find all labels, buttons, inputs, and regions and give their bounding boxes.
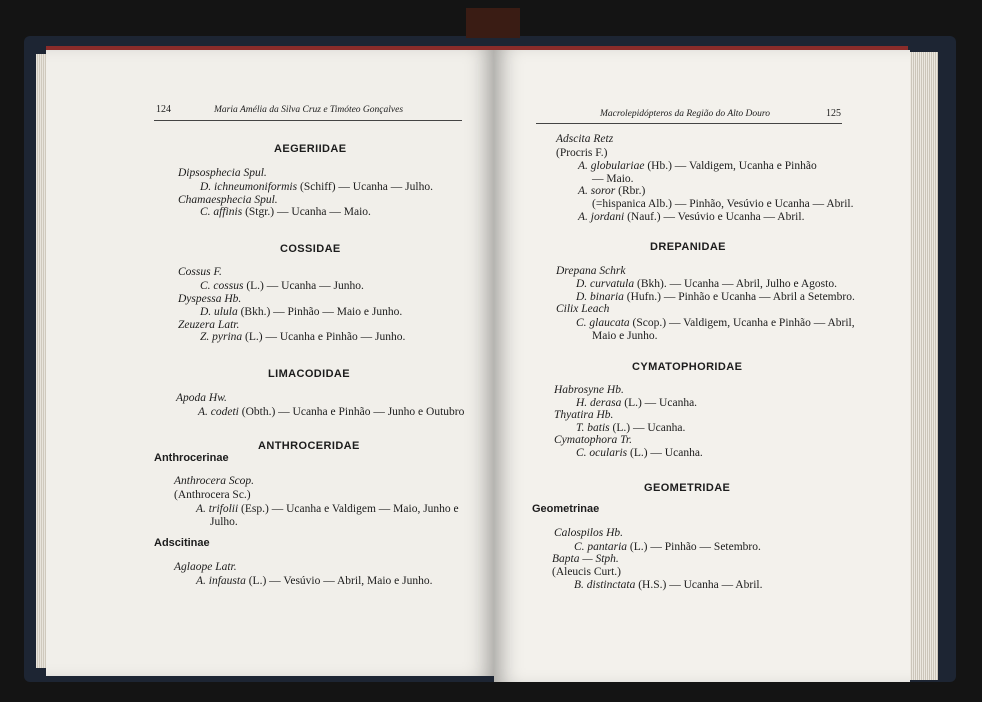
species-line: C. pantaria (L.) — Pinhão — Setembro. [574, 541, 761, 553]
family-heading-anthroceridae: ANTHROCERIDAE [258, 440, 360, 452]
book-spine [466, 8, 520, 38]
subfamily-heading: Adscitinae [154, 537, 210, 549]
synonym-line: (Procris F.) [556, 147, 608, 159]
genus-line: Drepana Schrk [556, 265, 626, 277]
species-line: H. derasa (L.) — Ucanha. [576, 397, 698, 409]
species-line: A. globulariae (Hb.) — Valdigem, Ucanha e Pinhão [578, 160, 817, 172]
family-heading-limacodidae: LIMACODIDAE [268, 368, 351, 380]
species-line: D. binaria (Hufn.) — Pinhão e Ucanha — Abril a Setembro. [576, 291, 855, 303]
synonym-line: (Anthrocera Sc.) [174, 489, 251, 501]
genus-line: Bapta — Stph. [552, 553, 619, 565]
species-line: B. distinctata (H.S.) — Ucanha — Abril. [574, 579, 763, 591]
synonym-line: (=hispanica Alb.) — Pinhão, Vesúvio e Ucanha — Abril. [592, 198, 854, 210]
species-line: C. glaucata (Scop.) — Valdigem, Ucanha e Pinhão — Abril, [576, 317, 855, 329]
species-line: A. jordani (Nauf.) — Vesúvio e Ucanha — Abril. [578, 211, 805, 223]
species-line: A. soror (Rbr.) [578, 185, 646, 197]
species-line: Z. pyrina (L.) — Ucanha e Pinhão — Junho. [200, 331, 406, 343]
species-line: A. infausta (L.) — Vesúvio — Abril, Maio e Junho. [196, 575, 433, 587]
family-heading-aegeriidae: AEGERIIDAE [274, 143, 347, 155]
species-line: C. cossus (L.) — Ucanha — Junho. [200, 280, 364, 292]
family-heading-geometridae: GEOMETRIDAE [644, 482, 731, 494]
right-page-edges [908, 52, 938, 680]
continuation-line: Maio e Junho. [592, 330, 658, 342]
species-line: D. curvatula (Bkh). — Ucanha — Abril, Julho e Agosto. [576, 278, 837, 290]
subfamily-heading: Anthrocerinae [154, 452, 229, 464]
running-head: Maria Amélia da Silva Cruz e Timóteo Gonçalves [214, 105, 404, 115]
genus-line: Dyspessa Hb. [178, 293, 242, 305]
running-head: Macrolepidópteros da Região do Alto Douro [600, 109, 771, 119]
genus-line: Anthrocera Scop. [174, 475, 255, 487]
genus-line: Thyatira Hb. [554, 409, 614, 421]
family-heading-cossidae: COSSIDAE [280, 243, 341, 255]
right-page [494, 50, 910, 682]
page-number: 124 [156, 104, 171, 115]
page-number: 125 [826, 108, 841, 119]
genus-line: Adscita Retz [556, 133, 614, 145]
header-rule [536, 123, 842, 124]
family-heading-drepanidae: DREPANIDAE [650, 241, 726, 253]
genus-line: Cilix Leach [556, 303, 610, 315]
species-line: A. trifolii (Esp.) — Ucanha e Valdigem — Maio, Junho e [196, 503, 459, 515]
family-heading-cymatophoridae: CYMATOPHORIDAE [632, 361, 743, 373]
genus-line: Dipsosphecia Spul. [178, 167, 267, 179]
species-line: T. batis (L.) — Ucanha. [576, 422, 686, 434]
species-line: A. codeti (Obth.) — Ucanha e Pinhão — Junho e Outubro [198, 406, 465, 418]
species-line: D. ichneumoniformis (Schiff) — Ucanha — Julho. [200, 181, 433, 193]
continuation-line: — Maio. [592, 173, 634, 185]
genus-line: Habrosyne Hb. [554, 384, 624, 396]
genus-line: Cossus F. [178, 266, 222, 278]
header-rule [154, 120, 462, 121]
synonym-line: (Aleucis Curt.) [552, 566, 621, 578]
left-page [46, 50, 494, 676]
genus-line: Zeuzera Latr. [178, 319, 240, 331]
species-line: C. affinis (Stgr.) — Ucanha — Maio. [200, 206, 371, 218]
genus-line: Aglaope Latr. [174, 561, 237, 573]
subfamily-heading: Geometrinae [532, 503, 600, 515]
genus-line: Chamaesphecia Spul. [178, 194, 278, 206]
genus-line: Apoda Hw. [176, 392, 227, 404]
species-line: D. ulula (Bkh.) — Pinhão — Maio e Junho. [200, 306, 403, 318]
genus-line: Cymatophora Tr. [554, 434, 632, 446]
genus-line: Calospilos Hb. [554, 527, 624, 539]
species-line: C. ocularis (L.) — Ucanha. [576, 447, 703, 459]
continuation-line: Julho. [210, 516, 238, 528]
